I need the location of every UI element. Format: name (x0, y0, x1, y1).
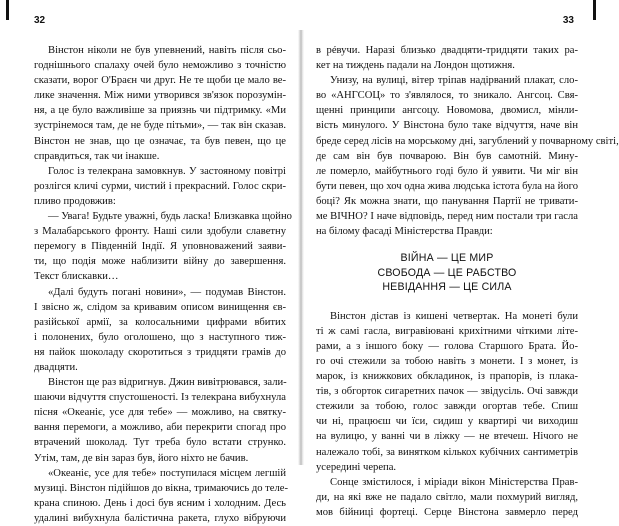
text-line: на білому фасаді Міністерства Правди: (316, 226, 493, 238)
text-line: марок, із книжкових обкладинок, із прапорів, із плака- (316, 371, 578, 383)
text-line: — Увага! Будьте уважні, будь ласка! Близкавка щойно (48, 211, 292, 223)
text-line: чи ні, працюєш чи їси, сидиш у квартирі чи виходиш (316, 416, 578, 428)
text-line: «Далі будуть погані новини», — подумав Вінстон. (48, 286, 286, 298)
text-line: стежили за тобою, голос завжди огортав тебе. Спиш (316, 401, 578, 413)
page-number-right: 33 (562, 15, 574, 26)
page-edge-mark-left (6, 0, 9, 20)
slogan-ignorance-is-strength: НЕВІДАННЯ — ЦЕ СИЛА (382, 281, 512, 294)
slogan-freedom-is-slavery: СВОБОДА — ЦЕ РАБСТВО (377, 266, 517, 279)
right-page-text (316, 43, 619, 520)
text-line: належало тобі, за винятком кількох кубічних сантиметрів (316, 446, 578, 458)
text-line: ди, на які вже не падало світло, мали похмурий вигляд, (316, 491, 578, 503)
text-line: Вінстон ще раз відригнув. Джин вивітрювався, зали- (48, 377, 287, 389)
text-line: ле померло, майбутнього годі було й уявити. Чи міг він (316, 165, 578, 177)
text-line: сказати, ворог О'Браєн чи друг. Не те щоби це мало ве- (34, 75, 286, 87)
left-page-text (34, 43, 292, 526)
page-edge-mark-right (593, 0, 596, 20)
text-line: годнішнього спалаху очей було неможливо з точністю (34, 60, 286, 72)
text-line: І звісно ж, слідом за кривавим описом винищення єв- (34, 301, 286, 313)
text-line: ті ж самі гасла, вигравіювані крихітними чіткими літе- (316, 325, 578, 337)
text-line: мов бійниці фортеці. Серце Вінстона завмерло перед (316, 506, 578, 518)
text-line: перемогу в Південній Індії. Я уповноважений заяви- (34, 241, 286, 253)
book-gutter (298, 30, 304, 465)
text-line: го очі стежили за тобою навіть з монети. І з монет, із (316, 356, 578, 367)
text-line: бути певен, що хоч одна жива людська істота була на його (316, 180, 578, 192)
text-line: пісня «Океаніє, усе для тебе» — можливо, на святку- (34, 407, 286, 419)
text-line: Вінстон не знав, що це означає, та був певен, що це (34, 135, 286, 147)
page-number-left: 32 (34, 15, 46, 26)
text-line: справдиться, так чи інакше. (34, 150, 160, 162)
right-page (316, 0, 619, 518)
text-line: лике значення. Між ними утворився зв'язок порозумін- (34, 90, 286, 102)
text-line: крана спиною. День і досі був ясним і холодним. Десь (34, 497, 286, 509)
text-line: ня, а це було важливіше за приязнь чи підтримку. «Ми (34, 105, 286, 117)
text-line: на вулицю, у ванні чи в ліжку — не втечеш. Нічого не (316, 431, 578, 443)
text-line: двадцяти. (34, 361, 78, 373)
text-line: Сонце змістилося, і міріади вікон Міністерства Прав- (330, 476, 578, 488)
text-line: Вінстон ніколи не був упевнений, навіть після сьо- (48, 45, 286, 56)
text-line: бреде серед лісів на морському дні, загублений у почварному світі, (316, 135, 619, 147)
text-line: вання перемоги, а можливо, аби перекрити спогад про (34, 422, 286, 434)
text-line: розлігся кличі сурми, чистий і прекрасний. Голос скри- (34, 180, 286, 192)
text-line: Текст блискавки… (34, 271, 119, 283)
text-line: тів, з обгорток сигаретних пачок — звідусіль. Очі завжди (316, 386, 578, 398)
text-line: разійської армії, за колосальними цифрами вбитих (34, 316, 286, 328)
text-line: Унизу, на вулиці, вітер тріпав надірваний плакат, сло- (330, 75, 578, 87)
text-line: «Океаніє, усе для тебе» поступилася місцем легшій (48, 467, 286, 479)
spacer (316, 297, 578, 309)
text-line: шаючи відчуття спустошеності. Із телекрана вибухнула (34, 392, 286, 404)
text-line: зустрінемося там, де не буде пітьми», — так він сказав. (34, 120, 286, 132)
text-line: де сам він був почварою. Він був самотній. Мину- (316, 150, 578, 162)
text-line: втрачений шоколад. Тут треба було встати струнко. (34, 437, 286, 449)
text-line: Вінстон дістав із кишені четвертак. На монеті були (330, 310, 578, 322)
text-line: кет на тиждень падали на Лондон щотижня. (316, 60, 515, 72)
left-page (34, 0, 292, 524)
text-line: удалині вибухнула балістична ракета, глухо вібруючи (34, 512, 286, 524)
text-line: щенні принципи ангсоцу. Новомова, двомисл, мінли- (316, 105, 578, 117)
spacer (316, 239, 578, 249)
text-line: Утім, там, де він зараз був, його ніхто не бачив. (34, 452, 249, 464)
text-line: рами, а з іншого боку — голова Старшого Брата. Йо- (316, 340, 578, 352)
text-line: пливо продовжив: (34, 195, 116, 207)
text-line: в рéвучи. Наразі близько двадцяти-тридцяти таких ра- (316, 45, 578, 56)
text-line: музиці. Вінстон підійшов до вікна, тримаючись до теле- (34, 482, 288, 494)
text-line: во «АНГСОЦ» то з'являлося, то зникало. Ангсоц. Свя- (316, 90, 578, 102)
text-line: Голос із телекрана замовкнув. У застояному повітрі (48, 165, 286, 177)
slogan-war-is-peace: ВІЙНА — ЦЕ МИР (400, 252, 494, 265)
text-line: ня пайок шоколаду скоротиться з тридцяти грамів до (34, 346, 286, 358)
text-line: ти, що подія може наблизити війну до завершення. (34, 256, 286, 268)
text-line: і полонених, було оголошено, що з наступного тиж- (34, 331, 286, 343)
text-line: боці? Як можна знати, що панування Партії не тривати- (316, 195, 578, 207)
text-line: вість минулого. У Вінстона було таке відчуття, наче він (316, 120, 578, 132)
text-line: усередині черепа. (316, 461, 397, 473)
text-line: з Малабарського фронту. Наші сили здобули славетну (34, 226, 286, 238)
text-line: ме ВІЧНО? І наче відповідь, перед ним постали три гасла (316, 211, 578, 223)
party-slogans (316, 251, 578, 295)
